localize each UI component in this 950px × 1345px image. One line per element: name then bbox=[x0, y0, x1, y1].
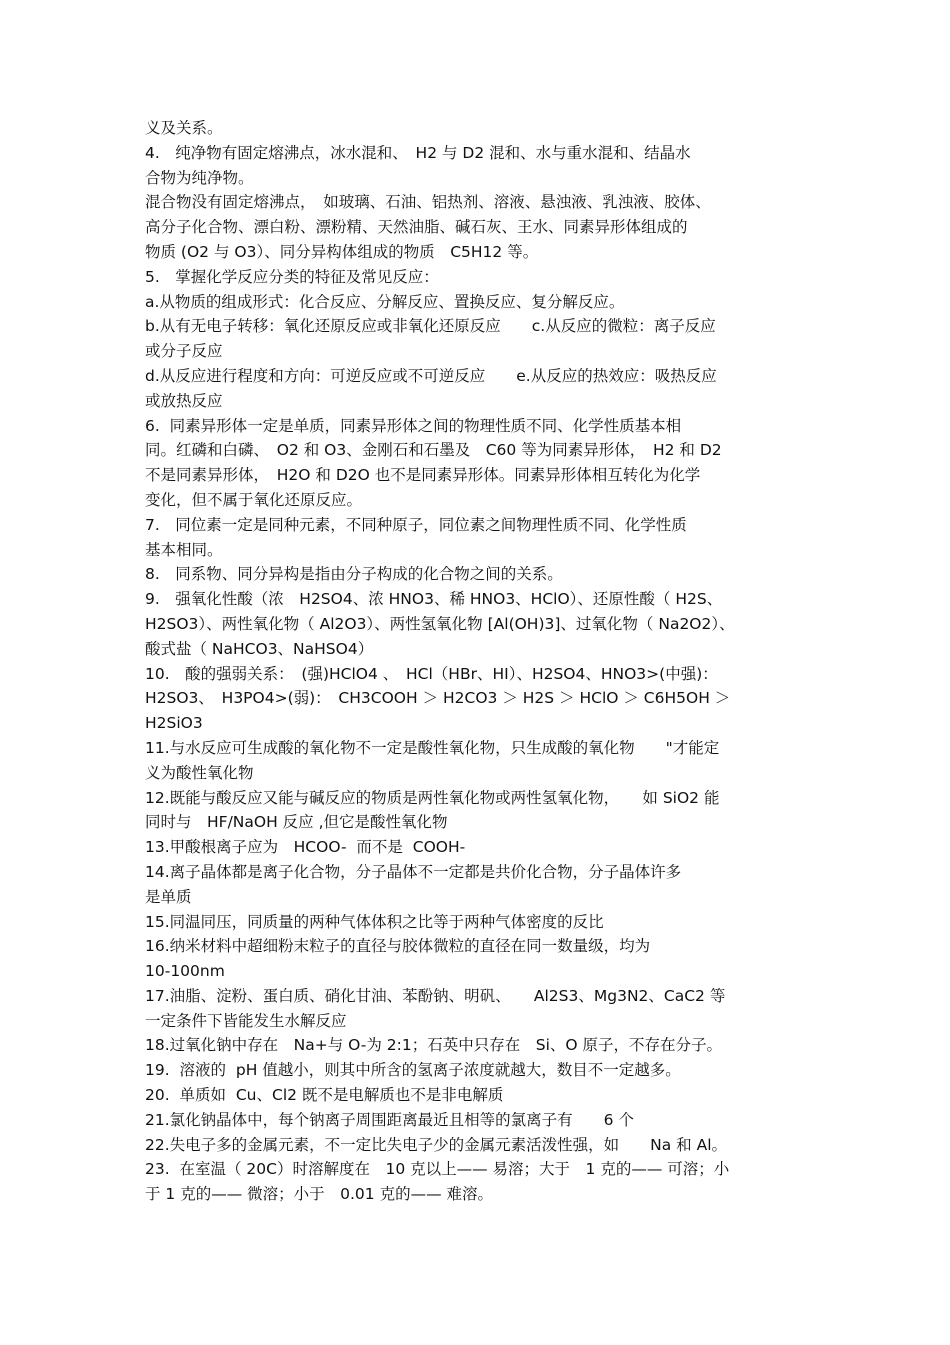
text-line: 义为酸性氧化物 bbox=[145, 763, 254, 782]
text-line: 19. 溶液的 pH 值越小，则其中所含的氢离子浓度就越大，数目不一定越多。 bbox=[145, 1061, 681, 1080]
text-line: 20. 单质如 Cu、Cl2 既不是电解质也不是非电解质 bbox=[145, 1086, 504, 1105]
text-line: 变化，但不属于氧化还原反应。 bbox=[145, 490, 363, 509]
text-line: 16.纳米材料中超细粉末粒子的直径与胶体微粒的直径在同一数量级，均为 bbox=[145, 937, 651, 956]
text-line: 18.过氧化钠中存在 Na+与 O-为 2:1；石英中只存在 Si、O 原子，不存在分子。 bbox=[145, 1036, 723, 1055]
text-line: 合物为纯净物。 bbox=[145, 168, 254, 187]
text-line: 或放热反应 bbox=[145, 391, 223, 410]
text-line: H2SO3、 H3PO4>(弱)： CH3COOH ＞ H2CO3 ＞ H2S ＞ HClO ＞ C6H5OH ＞ bbox=[145, 689, 731, 708]
text-line: 酸式盐（ NaHCO3、NaHSO4） bbox=[145, 639, 374, 658]
text-line: 13.甲酸根离子应为 HCOO- 而不是 COOH- bbox=[145, 838, 466, 857]
text-line: 6. 同素异形体一定是单质，同素异形体之间的物理性质不同、化学性质基本相 bbox=[145, 416, 682, 435]
text-line: H2SiO3 bbox=[145, 714, 203, 733]
text-line: 22.失电子多的金属元素，不一定比失电子少的金属元素活泼性强，如 Na 和 Al。 bbox=[145, 1135, 728, 1154]
text-line: H2SO3）、两性氧化物（ Al2O3）、两性氢氧化物 [Al(OH)3]、过氧化物（ Na2O2）、 bbox=[145, 614, 735, 633]
text-line: 23. 在室温（ 20C）时溶解度在 10 克以上—— 易溶；大于 1 克的—— 可溶；小 bbox=[145, 1160, 730, 1179]
text-line: 物质 (O2 与 O3）、同分异构体组成的物质 C5H12 等。 bbox=[145, 242, 539, 261]
text-line: 15.同温同压，同质量的两种气体体积之比等于两种气体密度的反比 bbox=[145, 912, 604, 931]
text-line: 一定条件下皆能发生水解反应 bbox=[145, 1011, 347, 1030]
text-line: 17.油脂、淀粉、蛋白质、硝化甘油、苯酚钠、明矾、 Al2S3、Mg3N2、CaC2 等 bbox=[145, 986, 726, 1005]
text-line: d.从反应进行程度和方向：可逆反应或不可逆反应 e.从反应的热效应：吸热反应 bbox=[145, 366, 717, 385]
text-line: 同。红磷和白磷、 O2 和 O3、金刚石和石墨及 C60 等为同素异形体， H2 和 D2 bbox=[145, 441, 722, 460]
text-line: 9. 强氧化性酸（浓 H2SO4、浓 HNO3、稀 HNO3、HClO）、还原性酸（ H2S、 bbox=[145, 590, 723, 609]
text-line: 10-100nm bbox=[145, 962, 225, 981]
text-line: 同时与 HF/NaOH 反应 ,但它是酸性氧化物 bbox=[145, 813, 448, 832]
text-line: 混合物没有固定熔沸点， 如玻璃、石油、铝热剂、溶液、悬浊液、乳浊液、胶体、 bbox=[145, 193, 711, 212]
text-line: 基本相同。 bbox=[145, 540, 223, 559]
text-line: 11.与水反应可生成酸的氧化物不一定是酸性氧化物，只生成酸的氧化物 "才能定 bbox=[145, 738, 720, 757]
text-line: 10. 酸的强弱关系： (强)HClO4 、 HCl（HBr、HI）、H2SO4、HNO3>(中强)： bbox=[145, 664, 718, 683]
text-line: 于 1 克的—— 微溶；小于 0.01 克的—— 难溶。 bbox=[145, 1185, 494, 1204]
text-line: 12.既能与酸反应又能与碱反应的物质是两性氧化物或两性氢氧化物， 如 SiO2 能 bbox=[145, 788, 720, 807]
text-line: 8. 同系物、同分异构是指由分子构成的化合物之间的关系。 bbox=[145, 565, 563, 584]
document-body bbox=[145, 116, 815, 1207]
text-line: 14.离子晶体都是离子化合物，分子晶体不一定都是共价化合物，分子晶体许多 bbox=[145, 862, 682, 881]
text-line: 7. 同位素一定是同种元素，不同种原子，同位素之间物理性质不同、化学性质 bbox=[145, 515, 687, 534]
text-line: 5. 掌握化学反应分类的特征及常见反应： bbox=[145, 267, 439, 286]
text-line: 不是同素异形体， H2O 和 D2O 也不是同素异形体。同素异形体相互转化为化学 bbox=[145, 466, 701, 485]
text-line: 高分子化合物、漂白粉、漂粉精、天然油脂、碱石灰、王水、同素异形体组成的 bbox=[145, 218, 688, 237]
text-line: 或分子反应 bbox=[145, 342, 223, 361]
text-line: 21.氯化钠晶体中，每个钠离子周围距离最近且相等的氯离子有 6 个 bbox=[145, 1110, 634, 1129]
text-line: a.从物质的组成形式：化合反应、分解反应、置换反应、复分解反应。 bbox=[145, 292, 625, 311]
text-line: b.从有无电子转移：氧化还原反应或非氧化还原反应 c.从反应的微粒：离子反应 bbox=[145, 317, 716, 336]
text-line: 义及关系。 bbox=[145, 119, 223, 137]
text-line: 是单质 bbox=[145, 887, 192, 906]
text-line: 4. 纯净物有固定熔沸点，冰水混和、 H2 与 D2 混和、水与重水混和、结晶水 bbox=[145, 143, 691, 162]
